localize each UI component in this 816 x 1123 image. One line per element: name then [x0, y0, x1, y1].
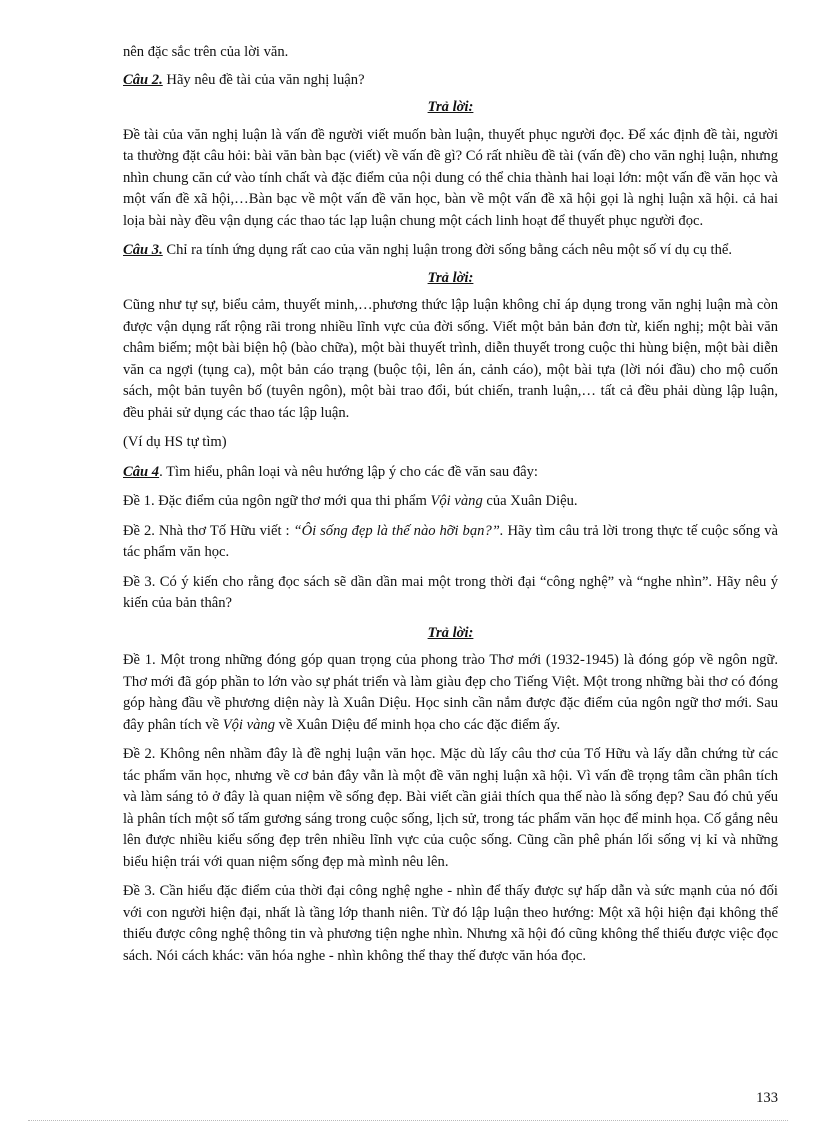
- question-3: [123, 240, 778, 262]
- answer-heading-4: Trả lời:: [427, 624, 474, 641]
- question-4-text: . Tìm hiểu, phân loại và nêu hướng lập ý cho các đề văn sau đây:: [159, 463, 538, 480]
- question-2: [123, 70, 778, 92]
- question-4-label: Câu 4: [123, 463, 160, 480]
- answer-heading-3: Trả lời:: [427, 269, 474, 286]
- answer-4-topic-2: Đề 2. Không nên nhầm đây là đề nghị luận văn học. Mặc dù lấy câu thơ của Tố Hữu và lấy dẫn chứng từ các tác phẩm văn học, nhưng về cơ bản đây vẫn là một đề văn nghị luận xã hội. Vì vấn đề trọng tâm cần phân tích và làm sáng tỏ ở đây là quan niệm về sống đẹp. Bài viết cần giải thích qua thế nào là sống đẹp? Sau đó chủ yếu là phân tích một số tấm gương sáng trong cuộc sống, lịch sử, trong tác phẩm văn học để minh họa. Cố gắng nêu lên được nhiều kiểu sống đẹp trên nhiều lĩnh vực của cuộc sống. Cũng cần phê phán lối sống vị kỉ và những biểu hiện trái với quan niệm sống đẹp mà mình nêu lên.: [123, 746, 778, 870]
- document-page: [123, 42, 778, 975]
- poem-title: Vội vàng: [222, 716, 275, 733]
- answer-3-note: (Ví dụ HS tự tìm): [123, 434, 227, 450]
- answer-3: Cũng như tự sự, biểu cảm, thuyết minh,…phương thức lập luận không chỉ áp dụng trong văn nghị luận mà còn được vận dụng rất rộng rãi trong nhiều lĩnh vực của đời sống. Viết một bản bản đơn từ, kiến nghị; một bài văn châm biếm; một bài biện hộ (bào chữa), một bài thuyết trình, diễn thuyết trong cuộc thi hùng biện, một bài diễn văn ca ngợi (tụng ca), một bản cáo trạng (buộc tội, lên án, cảnh cáo), một bài tựa (lời nói đầu) cho mộ cuốn sách, một bản tuyên bố (tuyên ngôn), một bài trao đổi, bút chiến, tranh luận,… tất cả đều phải dùng lập luận, đều phải sử dụng các thao tác lập luận.: [123, 297, 778, 421]
- poem-title: Vội vàng: [430, 493, 483, 509]
- page-bottom-divider: [28, 1120, 788, 1121]
- poem-quote: “Ôi sống đẹp là thế nào hỡi bạn?”.: [293, 522, 504, 539]
- answer-heading-2: Trả lời:: [427, 99, 474, 115]
- topic-3: Đề 3. Có ý kiến cho rằng đọc sách sẽ dần dần mai một trong thời đại “công nghệ” và “nghe nhìn”. Hãy nêu ý kiến của bản thân?: [123, 573, 778, 611]
- question-3-text: Chỉ ra tính ứng dụng rất cao của văn nghị luận trong đời sống bằng cách nêu một số ví dụ cụ thể.: [162, 242, 733, 258]
- question-2-label: Câu 2.: [123, 71, 163, 88]
- paragraph-continued: nên đặc sắc trên của lời văn.: [123, 44, 289, 60]
- answer-2: Đề tài của văn nghị luận là vấn đề người viết muốn bàn luận, thuyết phục người đọc. Để xác định đề tài, người ta thường đặt câu hỏi: bài văn bàn bạc (viết) về vấn đề gì? Có rất nhiều đề tài (vấn đề) cho văn nghị luận, nhưng nhìn chung căn cứ vào tính chất và đặc điểm của nội dung có thể chia thành hai loại lớn: một vấn đề văn học và một vấn đề xã hội,…Bàn bạc về một vấn đề văn học, bàn về một vấn đề xã hội gọi là nghị luận xã hội. cả hai loịa bài này đều vận dụng các thao tác lạp luận chung một cách linh hoạt để thuyết phục người đọc.: [123, 126, 778, 229]
- question-2-text: Hãy nêu đề tài của văn nghị luận?: [162, 71, 365, 88]
- answer-4-topic-1: Đề 1. Một trong những đóng góp quan trọng của phong trào Thơ mới (1932-1945) là đóng góp về ngôn ngữ. Thơ mới đã góp phần to lớn vào sự phát triển và làm giàu đẹp cho Tiếng Việt. Một trong những bài thơ có đóng góp hàng đầu về phương diện này là Xuân Diệu. Học sinh cần nắm được đặc điểm của ngôn ngữ thơ mới. Sau đây phân tích về Vội vàng về Xuân Diệu để minh họa cho các đặc điểm ấy.: [123, 652, 778, 733]
- topic-1: Đề 1. Đặc điểm của ngôn ngữ thơ mới qua thi phẩm Vội vàng của Xuân Diệu.: [123, 493, 578, 509]
- question-4: [123, 462, 778, 484]
- answer-4-topic-3: Đề 3. Cần hiểu đặc điểm của thời đại công nghệ nghe - nhìn để thấy được sự hấp dẫn và sức mạnh của nó đối với con người hiện đại, nhất là tầng lớp thanh niên. Từ đó lập luận theo hướng: Một xã hội hiện đại không thể thiếu được công nghệ thông tin và phương tiện nghe nhìn. Nhưng xã hội đó cũng không thể thiếu được việc đọc sách. Nói cách khác: văn hóa nghe - nhìn không thể thay thế được văn hóa đọc.: [123, 883, 778, 964]
- question-3-label: Câu 3.: [123, 242, 163, 258]
- page-number: 133: [756, 1090, 778, 1106]
- topic-2: Đề 2. Nhà thơ Tố Hữu viết : “Ôi sống đẹp là thế nào hỡi bạn?”. Hãy tìm câu trả lời trong thực tế cuộc sống và tác phẩm văn học.: [123, 522, 778, 560]
